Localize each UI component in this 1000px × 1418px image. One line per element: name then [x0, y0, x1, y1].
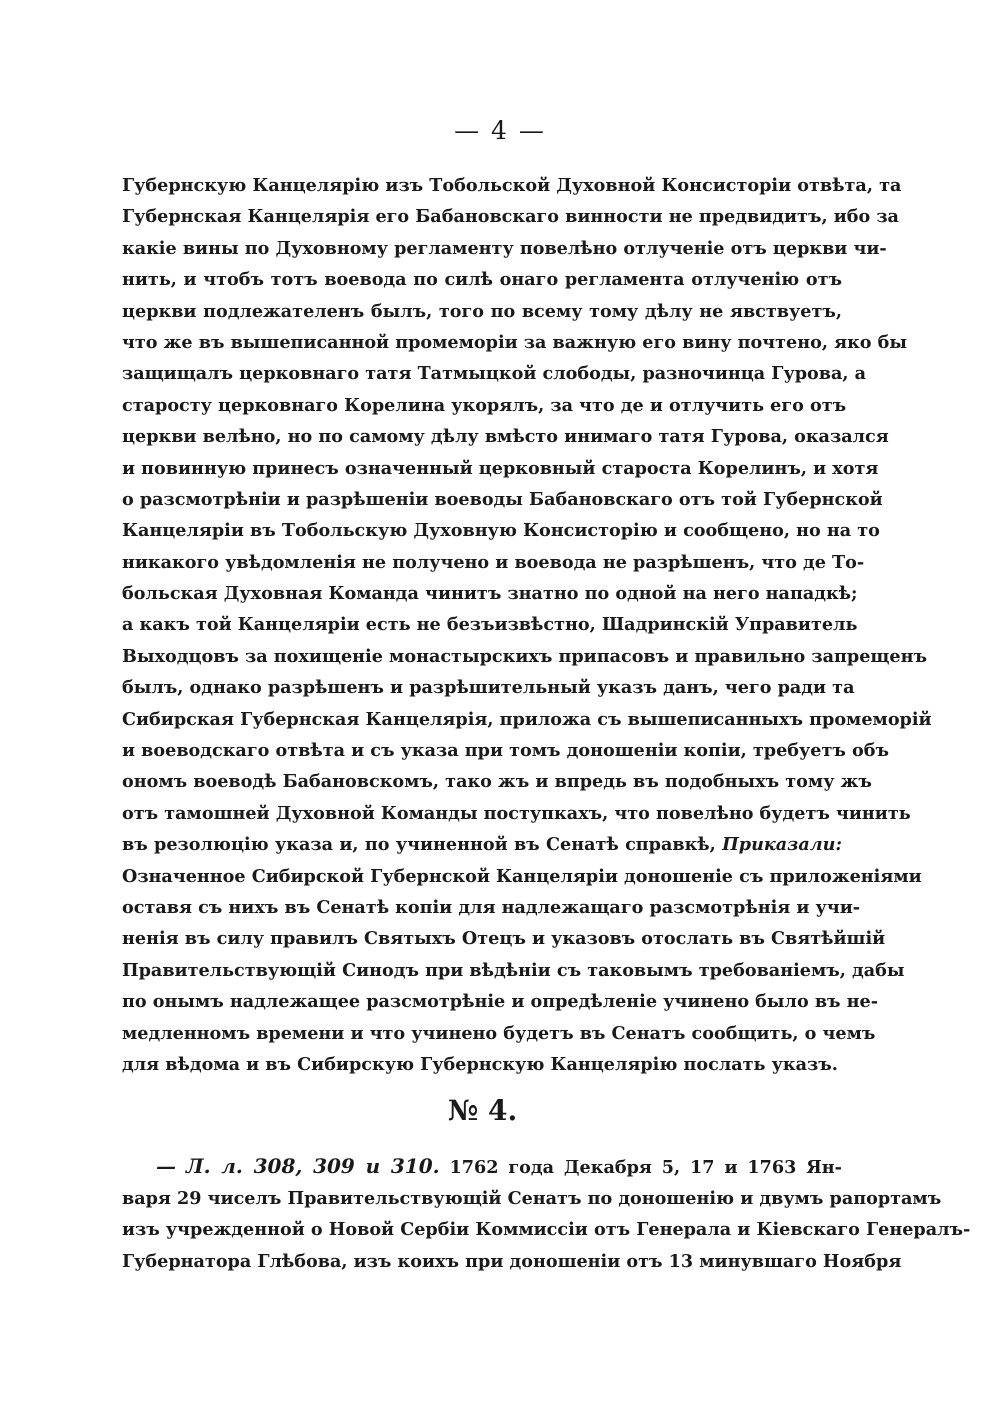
text-line: оставя съ нихъ въ Сенатѣ копіи для надлежащаго разсмотрѣнія и учи-	[122, 896, 861, 918]
text-line: Губернская Канцелярія его Бабановскаго винности не предвидитъ, ибо за	[122, 206, 899, 228]
text-line: для вѣдома и въ Сибирскую Губернскую Канцелярію послать указъ.	[122, 1053, 838, 1075]
text-line: варя 29 чиселъ Правительствующій Сенатъ по доношенію и двумъ рапортамъ	[122, 1187, 942, 1209]
text-line: ненія въ силу правилъ Святыхъ Отецъ и указовъ отослать въ Святѣйшій	[122, 928, 886, 950]
text-line: что же въ вышеписанной промеморіи за важную его вину почтено, яко бы	[122, 331, 908, 353]
text-line-with-italic	[122, 829, 842, 860]
text-line: былъ, однако разрѣшенъ и разрѣшительный указъ данъ, чего ради та	[122, 677, 855, 699]
section-heading: № 4.	[447, 1094, 518, 1127]
text-line: церкви подлежателенъ былъ, того по всему тому дѣлу не явствуетъ,	[122, 300, 842, 322]
intro-dash: —	[156, 1154, 176, 1178]
text-line: Губернскую Канцелярію изъ Тобольской Духовной Консисторіи отвѣта, та	[122, 175, 902, 196]
text-line: ономъ воеводѣ Бабановскомъ, тако жъ и впредь въ подобныхъ тому жъ	[122, 771, 872, 793]
main-text-block	[122, 170, 932, 1080]
text-segment: 1762 года Декабря 5, 17 и 1763 Ян-	[449, 1157, 842, 1178]
text-line: Означенное Сибирской Губернской Канцеляріи доношеніе съ приложеніями	[122, 865, 922, 887]
section-intro-line	[122, 1151, 842, 1183]
text-line: изъ учрежденной о Новой Сербіи Коммиссіи отъ Генерала и Кіевскаго Генералъ-	[122, 1219, 971, 1241]
text-line: защищалъ церковнаго татя Татмыцкой слободы, разночинца Гурова, а	[122, 363, 867, 385]
document-reference: Л. л. 308, 309 и 310.	[185, 1154, 440, 1178]
text-line: старосту церковнаго Корелина укорялъ, за что де и отлучить его отъ	[122, 394, 847, 416]
page-number: — 4 —	[454, 116, 546, 145]
text-line: никакого увѣдомленія не получено и воевода не разрѣшенъ, что де То-	[122, 551, 865, 573]
text-line: по онымъ надлежащее разсмотрѣніе и опредѣленіе учинено было въ не-	[122, 991, 879, 1013]
text-line: Выходцовъ за похищеніе монастырскихъ припасовъ и правильно запрещенъ	[122, 645, 927, 667]
text-line: нить, и чтобъ тотъ воевода по силѣ онаго регламента отлученію отъ	[122, 269, 842, 291]
text-line: а какъ той Канцеляріи есть не безъизвѣстно, Шадринскій Управитель	[122, 614, 858, 636]
text-line: и воеводскаго отвѣта и съ указа при томъ доношеніи копіи, требуетъ объ	[122, 740, 889, 762]
italic-phrase: Приказали:	[722, 834, 842, 856]
text-line: отъ тамошней Духовной Команды поступкахъ, что повелѣно будетъ чинить	[122, 802, 911, 824]
text-line: и повинную принесъ означенный церковный староста Корелинъ, и хотя	[122, 457, 879, 479]
text-line: больская Духовная Команда чинитъ знатно по одной на него нападкѣ;	[122, 583, 858, 605]
text-line: медленномъ времени и что учинено будетъ въ Сенатъ сообщить, о чемъ	[122, 1022, 876, 1044]
text-line: какіе вины по Духовному регламенту повелѣно отлученіе отъ церкви чи-	[122, 237, 887, 259]
text-line: Канцеляріи въ Тобольскую Духовную Консисторію и сообщено, но на то	[122, 520, 880, 542]
text-line: Губернатора Глѣбова, изъ коихъ при доношеніи отъ 13 минувшаго Ноября	[122, 1250, 902, 1272]
text-line: о разсмотрѣніи и разрѣшеніи воеводы Бабановскаго отъ той Губернской	[122, 488, 883, 510]
text-line: Сибирская Губернская Канцелярія, приложа съ вышеписанныхъ промеморій	[122, 708, 932, 730]
text-line: Правительствующій Синодъ при вѣдѣніи съ таковымъ требованіемъ, дабы	[122, 959, 905, 981]
section-text-block	[122, 1151, 971, 1277]
text-line: церкви велѣно, но по самому дѣлу вмѣсто инимаго татя Гурова, оказался	[122, 426, 889, 448]
text-segment: въ резолюцію указа и, по учиненной въ Сенатѣ справкѣ,	[122, 834, 716, 856]
